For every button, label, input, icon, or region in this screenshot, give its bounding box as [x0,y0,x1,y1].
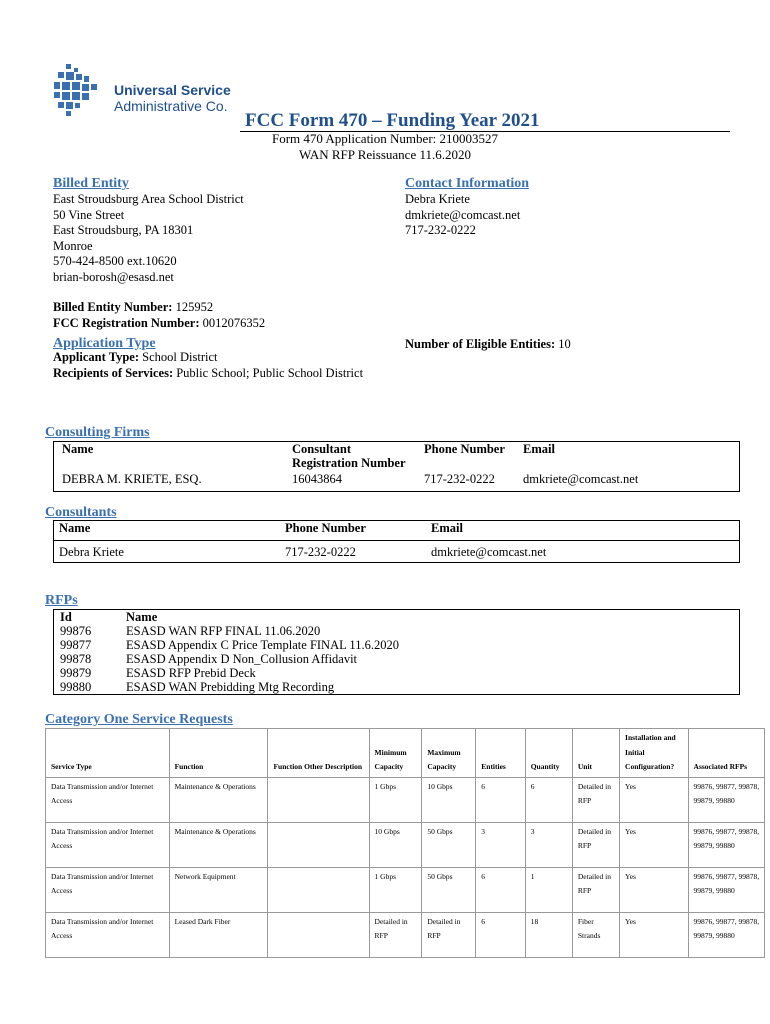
consultant-phone: 717-232-0222 [281,541,427,563]
contact-line: 717-232-0222 [405,223,476,237]
consultant-name: Debra Kriete [54,541,282,563]
billed-entity-numbers [53,300,265,331]
consultants-heading: Consultants [45,505,117,520]
max-capacity-cell: Detailed in RFP [422,912,476,957]
table-row [54,541,740,563]
consultant-email: dmkriete@comcast.net [427,541,740,563]
column-header: Function Other Description [268,729,369,778]
rfps-heading: RFPs [45,593,78,608]
column-header: Entities [476,729,525,778]
min-capacity-cell: 10 Gbps [369,822,422,867]
contact-details [405,192,520,239]
table-row [46,912,765,957]
table-row [46,867,765,912]
associated-rfps-cell: 99876, 99877, 99878, 99879, 99880 [688,777,764,822]
associated-rfps-cell: 99876, 99877, 99878, 99879, 99880 [688,822,764,867]
installation-cell: Yes [620,777,689,822]
max-capacity-cell: 50 Gbps [422,867,476,912]
page-title: FCC Form 470 – Funding Year 2021 [245,110,540,131]
rfp-name: ESASD Appendix D Non_Collusion Affidavit [126,652,358,666]
column-header: Phone Number [424,442,505,456]
unit-cell: Detailed in RFP [572,867,619,912]
column-header: Minimum Capacity [369,729,422,778]
function-other-cell [268,912,369,957]
max-capacity-cell: 10 Gbps [422,777,476,822]
column-header: Email [431,521,463,535]
quantity-cell: 6 [525,777,572,822]
table-header-row [54,442,740,472]
applicant-type-label: Applicant Type: [53,350,140,364]
address-line: Monroe [53,238,93,253]
table-row [54,666,740,680]
billed-entity-heading: Billed Entity [53,176,129,191]
application-details [53,350,363,381]
rfp-id: 99878 [60,652,92,666]
firm-email: dmkriete@comcast.net [523,471,639,486]
rfp-name: ESASD RFP Prebid Deck [126,666,256,680]
installation-cell: Yes [620,912,689,957]
column-header: Maximum Capacity [422,729,476,778]
category-one-heading: Category One Service Requests [45,712,233,727]
address-line: East Stroudsburg Area School District [53,192,244,206]
table-row [54,472,740,492]
entities-cell: 3 [476,822,525,867]
category-one-table [45,728,765,958]
fcc-registration-number: 0012076352 [202,315,266,330]
column-header: Consultant Registration Number [292,442,406,470]
installation-cell: Yes [620,822,689,867]
usac-logo-icon [52,62,108,118]
unit-cell: Detailed in RFP [572,822,619,867]
min-capacity-cell: 1 Gbps [369,777,422,822]
rfp-id: 99879 [60,666,92,680]
service-type-cell: Data Transmission and/or Internet Access [46,912,170,957]
eligible-entities-label: Number of Eligible Entities: [405,337,556,351]
column-header: Associated RFPs [688,729,764,778]
column-header: Quantity [525,729,572,778]
max-capacity-cell: 50 Gbps [422,822,476,867]
table-header-row [54,610,740,625]
billed-entity-number-label: Billed Entity Number: [53,300,173,314]
table-row [46,777,765,822]
unit-cell: Fiber Strands [572,912,619,957]
function-cell: Leased Dark Fiber [169,912,268,957]
address-line: brian-borosh@esasd.net [53,269,174,284]
column-header: Name [126,610,158,624]
address-line: 570-424-8500 ext.10620 [53,254,177,268]
table-header-row [46,729,765,778]
column-header: Service Type [46,729,170,778]
logo-line-1: Universal Service [114,82,231,98]
rfp-name: ESASD WAN RFP FINAL 11.06.2020 [126,624,321,638]
function-cell: Maintenance & Operations [169,822,268,867]
logo-line-2: Administrative Co. [114,98,228,114]
service-type-cell: Data Transmission and/or Internet Access [46,867,170,912]
quantity-cell: 1 [525,867,572,912]
quantity-cell: 3 [525,822,572,867]
min-capacity-cell: Detailed in RFP [369,912,422,957]
application-type-heading: Application Type [53,336,156,351]
recipients-label: Recipients of Services: [53,365,174,380]
column-header: Phone Number [285,521,366,535]
column-header: Unit [572,729,619,778]
function-other-cell [268,822,369,867]
associated-rfps-cell: 99876, 99877, 99878, 99879, 99880 [688,912,764,957]
rfp-id: 99876 [60,624,92,638]
fcc-registration-label: FCC Registration Number: [53,315,200,330]
column-header: Email [523,442,555,456]
service-type-cell: Data Transmission and/or Internet Access [46,822,170,867]
function-cell: Network Equipment [169,867,268,912]
entities-cell: 6 [476,912,525,957]
function-cell: Maintenance & Operations [169,777,268,822]
address-line: East Stroudsburg, PA 18301 [53,223,194,237]
rfp-id: 99880 [60,680,92,694]
contact-heading: Contact Information [405,176,530,191]
column-header: Installation and Initial Configuration? [620,729,689,778]
address-line: 50 Vine Street [53,207,125,222]
entities-cell: 6 [476,867,525,912]
table-row [54,638,740,652]
consultants-table [53,520,740,563]
billed-entity-number: 125952 [175,300,214,314]
table-header-row [54,521,740,541]
consulting-firms-table [53,441,740,492]
firm-registration: 16043864 [292,471,342,486]
billed-entity-address [53,192,244,285]
column-header: Name [62,442,94,456]
eligible-entities [405,337,571,353]
rfp-id: 99877 [60,638,92,652]
installation-cell: Yes [620,867,689,912]
recipients-value: Public School; Public School District [176,365,364,380]
contact-line: Debra Kriete [405,192,470,206]
function-other-cell [268,867,369,912]
service-type-cell: Data Transmission and/or Internet Access [46,777,170,822]
logo [52,62,252,122]
firm-name: DEBRA M. KRIETE, ESQ. [62,471,202,486]
table-row [54,624,740,638]
rfps-table [53,609,740,695]
contact-line: dmkriete@comcast.net [405,207,521,222]
application-number: Form 470 Application Number: 210003527 [271,131,499,146]
firm-phone: 717-232-0222 [424,471,495,486]
column-header: Name [59,521,91,535]
unit-cell: Detailed in RFP [572,777,619,822]
quantity-cell: 18 [525,912,572,957]
table-row [46,822,765,867]
table-row [54,680,740,695]
rfp-reissuance: WAN RFP Reissuance 11.6.2020 [298,147,471,162]
associated-rfps-cell: 99876, 99877, 99878, 99879, 99880 [688,867,764,912]
min-capacity-cell: 1 Gbps [369,867,422,912]
column-header: Function [169,729,268,778]
function-other-cell [268,777,369,822]
entities-cell: 6 [476,777,525,822]
rfp-name: ESASD Appendix C Price Template FINAL 11.6.2020 [126,638,399,652]
consulting-firms-heading: Consulting Firms [45,425,150,440]
column-header: Id [60,610,72,624]
eligible-entities-value: 10 [558,337,571,351]
applicant-type-value: School District [142,350,218,364]
rfp-name: ESASD WAN Prebidding Mtg Recording [126,680,335,694]
table-row [54,652,740,666]
